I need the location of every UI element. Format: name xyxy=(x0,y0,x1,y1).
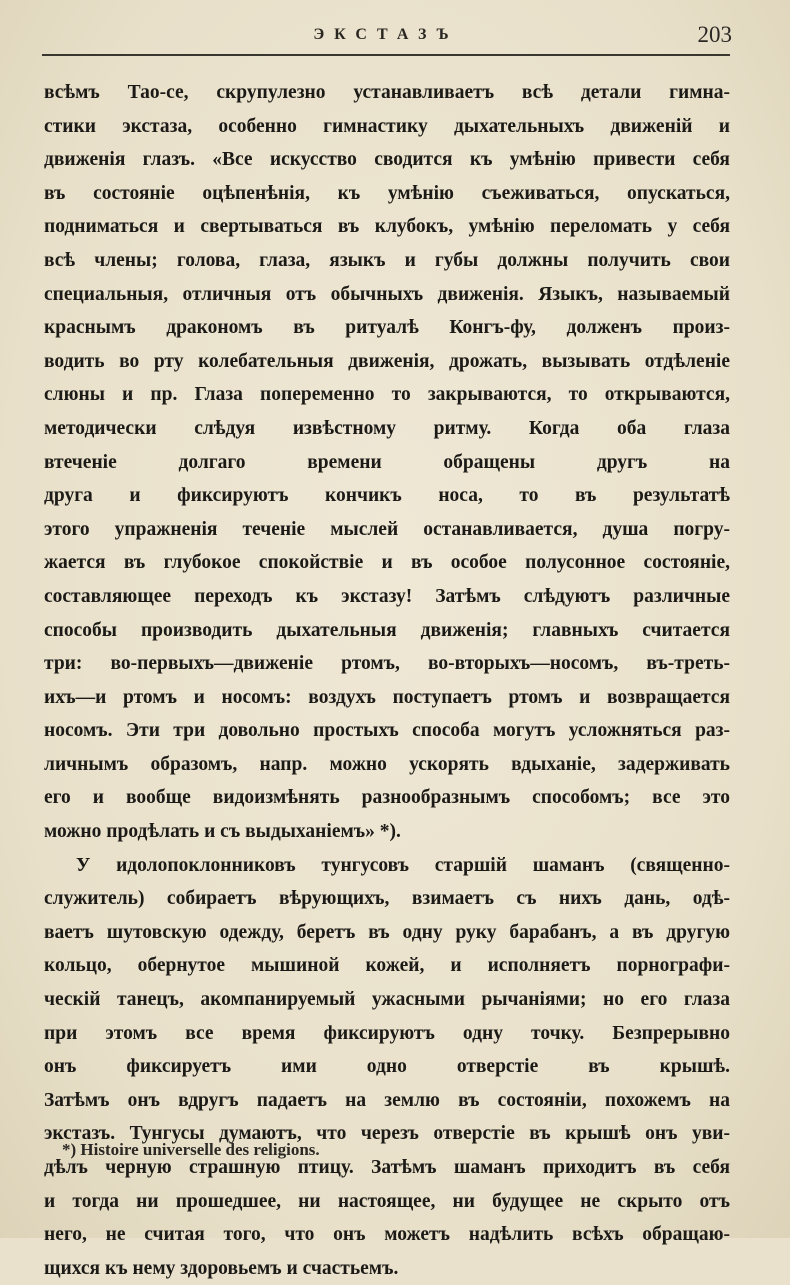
page-header xyxy=(40,22,732,50)
text-line: способы производить дыхательныя движенія; главныхъ считается xyxy=(44,619,730,641)
text-line: составляющее переходъ къ экстазу! Затѣмъ слѣдуютъ различные xyxy=(44,585,730,607)
text-line: экстазъ. Тунгусы думаютъ, что черезъ отверстіе въ крышѣ онъ уви- xyxy=(44,1123,730,1145)
text-line: и тогда ни прошедшее, ни настоящее, ни будущее не скрыто отъ xyxy=(44,1190,730,1212)
text-line: ваетъ шутовскую одежду, беретъ въ одну руку барабанъ, а въ другую xyxy=(44,921,730,943)
text-line: его и вообще видоизмѣнять разнообразнымъ способомъ; все это xyxy=(44,787,730,809)
text-line: У идолопоклонниковъ тунгусовъ старшій шаманъ (священно- xyxy=(76,854,730,876)
text-line: него, не считая того, что онъ можетъ надѣлить всѣхъ обращаю- xyxy=(44,1224,730,1246)
page-number: 203 xyxy=(697,22,732,47)
text-line: кольцо, обернутое мышиной кожей, и исполняетъ порнографи- xyxy=(44,955,730,977)
text-line: подниматься и свертываться въ клубокъ, умѣнію переломать у себя xyxy=(44,216,730,238)
text-line: можно продѣлать и съ выдыханіемъ» *). xyxy=(44,821,401,843)
text-line: втеченіе долгаго времени обращены другъ на xyxy=(44,451,730,473)
text-line: специальныя, отличныя отъ обычныхъ движенія. Языкъ, называемый xyxy=(44,283,730,305)
text-line: ческій танецъ, акомпанируемый ужасными рычаніями; но его глаза xyxy=(44,989,730,1011)
text-line: три: во-первыхъ—движеніе ртомъ, во-вторыхъ—носомъ, въ-треть- xyxy=(44,653,730,675)
body-text xyxy=(44,76,730,1285)
text-line: Затѣмъ онъ вдругъ падаетъ на землю въ состояніи, похожемъ на xyxy=(44,1089,730,1111)
text-line: слюны и пр. Глаза попеременно то закрываются, то открываются, xyxy=(44,384,730,406)
text-line: онъ фиксируетъ ими одно отверстіе въ крышѣ. xyxy=(44,1056,730,1078)
text-line: личнымъ образомъ, напр. можно ускорять вдыханіе, задерживать xyxy=(44,753,730,775)
text-line: дѣлъ черную страшную птицу. Затѣмъ шаманъ приходитъ въ себя xyxy=(44,1157,730,1178)
header-rule xyxy=(42,54,730,56)
text-line: ихъ—и ртомъ и носомъ: воздухъ поступаетъ ртомъ и возвращается xyxy=(44,686,730,708)
text-line: водить во рту колебательныя движенія, дрожать, вызывать отдѣленіе xyxy=(44,350,730,372)
text-line: стики экстаза, особенно гимнастику дыхательныхъ движеній и xyxy=(44,115,730,137)
text-line: служитель) собираетъ вѣрующихъ, взимаетъ съ нихъ дань, одѣ- xyxy=(44,888,730,910)
text-line: краснымъ дракономъ въ ритуалѣ Конгъ-фу, долженъ произ- xyxy=(44,317,730,339)
text-line: при этомъ все время фиксируютъ одну точку. Безпрерывно xyxy=(44,1022,730,1044)
text-line: жается въ глубокое спокойствіе и въ особое полусонное состояніе, xyxy=(44,552,730,574)
text-line: друга и фиксируютъ кончикъ носа, то въ результатѣ xyxy=(44,485,730,507)
text-line: всѣмъ Тао-се, скрупулезно устанавливаетъ всѣ детали гимна- xyxy=(44,82,730,103)
text-line: всѣ члены; голова, глаза, языкъ и губы должны получить свои xyxy=(44,249,730,271)
running-head: ЭКСТАЗЪ xyxy=(313,26,459,43)
text-line: въ состояніе оцѣпенѣнія, къ умѣнію съеживаться, опускаться, xyxy=(44,182,730,204)
text-line: движенія глазъ. «Все искусство сводится къ умѣнію привести себя xyxy=(44,149,730,171)
text-line: этого упражненія теченіе мыслей останавливается, душа погру- xyxy=(44,518,730,540)
text-line: щихся къ нему здоровьемъ и счастьемъ. xyxy=(44,1257,399,1279)
text-line: методически слѣдуя извѣстному ритму. Когда оба глаза xyxy=(44,417,730,439)
text-line: носомъ. Эти три довольно простыхъ способа могутъ усложняться раз- xyxy=(44,720,730,742)
footnote: *) Histoire universelle des religions. xyxy=(62,1140,320,1159)
